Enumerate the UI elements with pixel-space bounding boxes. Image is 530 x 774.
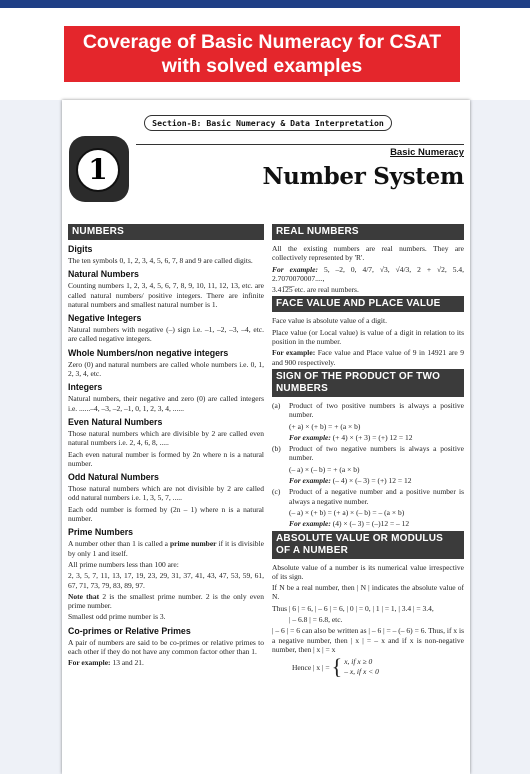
sign-b-example <box>289 476 464 485</box>
abs-cases <box>272 656 464 678</box>
odd-text-2: Each odd number is formed by (2n – 1) where n is a natural number. <box>68 504 264 524</box>
negative-text: Natural numbers with negative (–) sign i.e. –1, –2, –3, –4, etc. are called negative integers. <box>68 325 264 344</box>
whole-text: Zero (0) and natural numbers are called whole numbers i.e. 0, 1, 2, 3, 4, etc. <box>68 359 264 379</box>
top-stripe <box>0 0 530 8</box>
abs-text-2: If N be a real number, then | N | indicates the absolute value of N. <box>272 583 464 602</box>
face-eg-label: For example: <box>272 348 316 358</box>
sign-c-formula: (– a) × (+ b) = (+ a) × (– b) = – (a × b) <box>289 507 405 517</box>
sub-head-prime: Prime Numbers <box>68 527 134 538</box>
case-1: x, if x ≥ 0 <box>344 657 373 667</box>
prime-list-intro: All prime numbers less than 100 are: <box>68 559 179 569</box>
even-text-1: Those natural numbers which are divisible by 2 are called even natural numbers i.e. 2, 4, 6, 8, ..... <box>68 428 264 448</box>
face-text-2: Place value (or Local value) is value of a digit in relation to its position in the number. <box>272 327 464 347</box>
prime-list: 2, 3, 5, 7, 11, 13, 17, 19, 23, 29, 31, 37, 41, 43, 47, 53, 59, 61, 67, 71, 73, 79, 83, 89, 97. <box>68 571 264 590</box>
sub-head-integers: Integers <box>68 382 103 393</box>
sign-b-text: Product of two negative numbers is always a positive number. <box>289 444 464 463</box>
sub-head-whole: Whole Numbers/non negative integers <box>68 347 229 358</box>
chapter-subtitle: Basic Numeracy <box>390 147 464 158</box>
sub-head-natural: Natural Numbers <box>68 269 139 280</box>
chapter-number: 1 <box>76 148 120 192</box>
banner-line-1: Coverage of Basic Numeracy for CSAT <box>82 31 442 53</box>
sign-b-formula: (– a) × (– b) = + (a × b) <box>289 464 360 474</box>
sub-head-negative: Negative Integers <box>68 313 142 324</box>
abs-text-3: Thus | 6 | = 6, | – 6 | = 6, | 0 | = 0, | 1 | = 1, | 3.4 | = 3.4, <box>272 603 434 613</box>
prime-note-text: 2 is the smallest prime number. 2 is the only even prime number. <box>68 591 264 611</box>
coprime-eg-label: For example: <box>68 658 111 668</box>
left-margin <box>0 100 62 774</box>
prime-definition <box>68 539 264 558</box>
sign-a-text: Product of two positive numbers is always a positive number. <box>289 400 464 420</box>
sub-head-even: Even Natural Numbers <box>68 416 163 427</box>
sign-a-eg-label: For example: <box>289 432 331 442</box>
section-head-sign: SIGN OF THE PRODUCT OF TWO NUMBERS <box>272 369 464 397</box>
abs-text-5: | – 6 | = 6 can also be written as | – 6 | = – (– 6) = 6. Thus, if x is a negative number, then | x | = – x and if x is non-negative number, then | x | = x <box>272 626 464 654</box>
sign-a-example <box>289 433 464 442</box>
real-eg-text: 5, –2, 0, 4/7, √3, √4/3, 2 + √2, 5.4, 2.7070070007...., <box>272 264 465 283</box>
title-rule <box>136 144 464 145</box>
face-example <box>272 348 464 367</box>
left-brace-icon: { <box>331 654 343 680</box>
banner-line-2: with solved examples <box>161 55 363 77</box>
sub-head-digits: Digits <box>68 244 93 254</box>
sign-c-eg-text: (4) × (– 3) = (–)12 = – 12 <box>332 519 410 529</box>
abs-text-4: | – 6.8 | = 6.8, etc. <box>289 615 343 625</box>
sign-c-label: (c) <box>272 487 281 497</box>
prime-text-a: A number other than 1 is called a <box>68 539 168 549</box>
section-head-absolute: ABSOLUTE VALUE OR MODULUS OF A NUMBER <box>272 531 464 559</box>
sign-a-eg-text: (+ 4) × (+ 3) = (+) 12 = 12 <box>332 432 413 442</box>
right-column <box>272 224 464 678</box>
coprime-example <box>68 658 264 667</box>
natural-text: Counting numbers 1, 2, 3, 4, 5, 6, 7, 8, 9, 10, 11, 12, 13, etc. are called natural numbers/ positive integers. There are infinite natural numbers and smallest natural number is 1. <box>68 281 264 309</box>
section-head-numbers: NUMBERS <box>68 224 264 240</box>
sub-head-odd: Odd Natural Numbers <box>68 472 159 483</box>
sign-b-label: (b) <box>272 444 281 454</box>
left-column <box>68 224 264 670</box>
hence-label: Hence | x | = <box>292 662 330 672</box>
abs-text-1: Absolute value of a number is its numerical value irrespective of its sign. <box>272 562 464 581</box>
coprime-eg-text: 13 and 21. <box>112 658 144 668</box>
odd-text-1: Those natural numbers which are not divisible by 2 are called odd natural numbers i.e. 1, 3, 5, 7, ..... <box>68 484 264 503</box>
chapter-title: Number System <box>262 163 464 190</box>
even-text-2: Each even natural number is formed by 2n where n is a natural number. <box>68 449 264 468</box>
book-page <box>62 100 470 774</box>
sign-b-eg-label: For example: <box>289 476 331 486</box>
section-head-face: FACE VALUE AND PLACE VALUE <box>272 296 464 312</box>
prime-note-label: Note that <box>68 591 100 601</box>
sign-item-b <box>272 444 464 485</box>
sign-c-example <box>289 519 464 528</box>
sign-a-formula: (+ a) × (+ b) = + (a × b) <box>289 421 361 431</box>
prime-text-c: if it is divisible by only 1 and itself. <box>68 539 264 558</box>
real-example <box>272 265 464 284</box>
sign-item-c <box>272 487 464 528</box>
face-text-1: Face value is absolute value of a digit. <box>272 316 387 326</box>
sub-head-coprime: Co-primes or Relative Primes <box>68 625 191 636</box>
prime-term: prime number <box>169 539 217 549</box>
prime-odd: Smallest odd prime number is 3. <box>68 612 166 622</box>
sign-c-eg-label: For example: <box>289 519 331 529</box>
right-margin <box>470 100 530 774</box>
promo-banner <box>64 26 460 82</box>
integers-text: Natural numbers, their negative and zero (0) are called integers i.e. ......–4, –3, –2, –1, 0, 1, 2, 3, 4, ...... <box>68 394 264 413</box>
section-label: Section-B: Basic Numeracy & Data Interpretation <box>144 115 392 131</box>
prime-note <box>68 592 264 611</box>
real-example-2: 3.41̅2̅5̅ etc. are real numbers. <box>272 285 359 295</box>
sign-item-a <box>272 401 464 442</box>
case-list <box>344 657 379 677</box>
case-2: – x, if x < 0 <box>344 667 379 677</box>
face-eg-text: Face value and Place value of 9 in 14921 are 9 and 900 respectively. <box>272 348 465 367</box>
coprime-text: A pair of numbers are said to be co-primes or relative primes to each other if they do not have any common factor other than 1. <box>68 637 264 657</box>
real-eg-label: For example: <box>272 264 318 274</box>
sign-b-eg-text: (– 4) × (– 3) = (+) 12 = 12 <box>332 476 412 486</box>
real-text: All the existing numbers are real numbers. They are collectively represented by 'R'. <box>272 244 464 263</box>
section-head-real: REAL NUMBERS <box>272 224 464 240</box>
sign-c-text: Product of a negative number and a positive number is always a negative number. <box>289 487 464 506</box>
digits-text: The ten symbols 0, 1, 2, 3, 4, 5, 6, 7, 8 and 9 are called digits. <box>68 256 253 265</box>
sign-a-label: (a) <box>272 400 281 410</box>
